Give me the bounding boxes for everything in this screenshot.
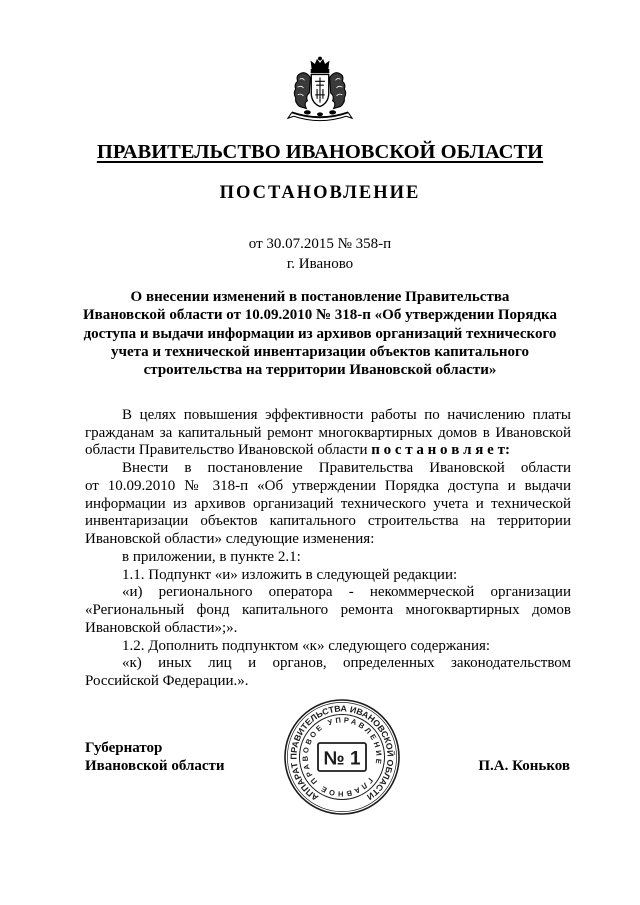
body-line: гражданам за капитальный ремонт многоквартирных домов в Ивановской [85,424,571,441]
stamp-outer-text: АППАРАТ ПРАВИТЕЛЬСТВА ИВАНОВСКОЙ ОБЛАСТИ [288,703,396,804]
subject-line: строительства на территории Ивановской области» [143,362,497,378]
body-line-text: области Правительство Ивановской области [85,442,372,459]
document-type: ПОСТАНОВЛЕНИЕ [219,183,421,203]
body-line: информации из архивов организаций технического учета и технической [85,495,571,512]
stamp-number: № 1 [323,748,361,770]
official-stamp [282,697,402,817]
body-line-decree [85,442,571,460]
subject-line: Ивановской области от 10.09.2010 № 318-п «Об утверждении Порядка [83,307,557,324]
subject-line: доступа и выдачи информации из архивов организаций технического [83,325,557,342]
decree-verb: п о с т а н о в л я е т: [371,442,510,459]
body-line: от 10.09.2010 № 318-п «Об утверждении Порядка доступа и выдачи [85,477,571,494]
document-body [85,407,571,691]
body-line: Внести в постановление Правительства Ивановской области [122,460,571,477]
signatory-position [85,739,225,775]
city: г. Иваново [286,256,354,272]
signatory-position-line: Губернатор [85,740,163,756]
subject-line: учета и технической инвентаризации объектов капитального [111,343,529,360]
body-line: инвентаризации объектов капитального строительства на территории [85,513,571,530]
body-line: «к) иных лиц и органов, определенных законодательством [122,655,571,672]
body-line: Ивановской области»;». [85,619,238,636]
body-line: «и) регионального оператора - некоммерческой организации [122,584,571,601]
body-line: Российской Федерации.». [85,673,249,690]
signatory-position-line: Ивановской области [85,758,225,774]
body-line: Ивановской области» следующие изменения: [85,531,375,548]
coat-of-arms-icon [286,55,354,127]
body-line: в приложении, в пункте 2.1: [122,548,301,565]
government-title [0,139,640,165]
date-number: от 30.07.2015 № 358-п [248,236,392,252]
body-line: 1.1. Подпункт «и» изложить в следующей редакции: [122,566,458,583]
body-line: 1.2. Дополнить подпунктом «к» следующего содержания: [122,637,491,654]
government-title-text: ПРАВИТЕЛЬСТВО ИВАНОВСКОЙ ОБЛАСТИ [96,141,544,163]
body-line: «Региональный фонд капитального ремонта многоквартирных домов [85,602,571,619]
signatory-name: П.А. Коньков [478,758,570,774]
body-line: В целях повышения эффективности работы по начислению платы [122,407,571,423]
document-subject [0,288,640,379]
stamp-inner-text: ГЛАВНОЕ ПРАВОВОЕ УПРАВЛЕНИЕ [300,715,384,799]
subject-line: О внесении изменений в постановление Правительства [130,289,510,305]
